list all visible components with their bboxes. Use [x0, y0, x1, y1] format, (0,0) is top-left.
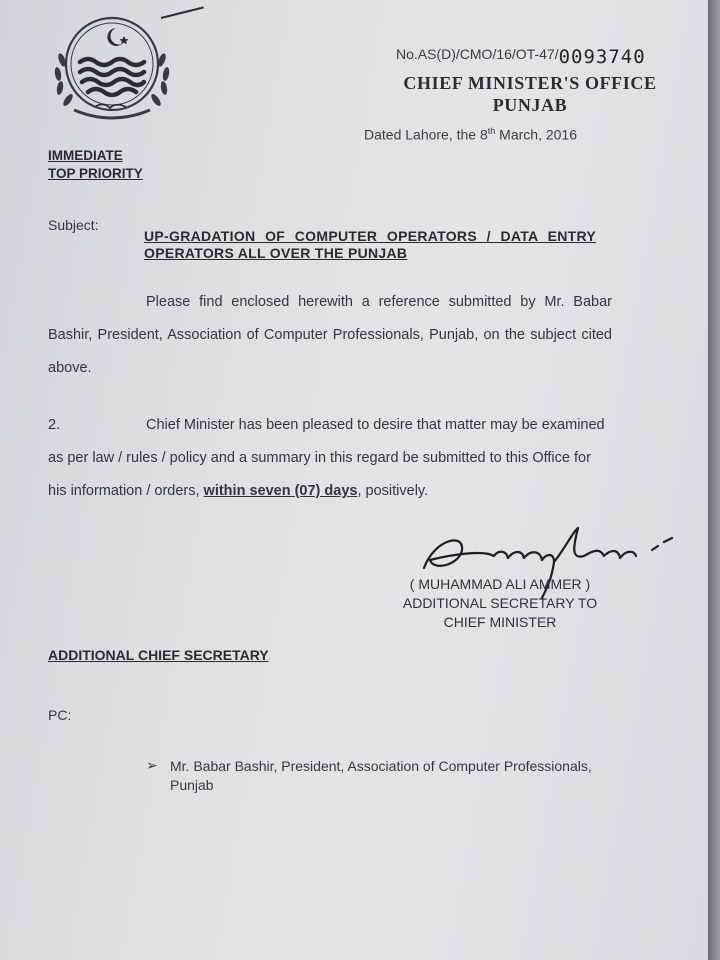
priority-marking: [48, 147, 143, 183]
priority-line-1: IMMEDIATE: [48, 148, 123, 163]
priority-line-2: TOP PRIORITY: [48, 166, 143, 181]
paragraph-2: 2. Chief Minister has been pleased to desire that matter may be examined as per law / rules / policy and a summary in this regard be submitted to this Office for his information / orders, within seven (07) days, positively.: [48, 409, 612, 508]
reference-number: No.AS(D)/CMO/16/OT-47/0093740: [396, 46, 646, 68]
subject-text: UP-GRADATION OF COMPUTER OPERATORS / DATA ENTRY OPERATORS ALL OVER THE PUNJAB: [144, 228, 596, 261]
signatory-block: [376, 575, 624, 632]
punjab-emblem-logo: [44, 14, 180, 126]
signatory-title-1: ADDITIONAL SECRETARY TO: [402, 595, 598, 611]
page-edge-shadow: [708, 0, 720, 960]
dated-line: Dated Lahore, the 8th March, 2016: [364, 126, 577, 143]
stamped-number: 0093740: [558, 46, 646, 68]
paragraph-number: 2.: [48, 417, 61, 433]
pc-label: PC:: [48, 707, 72, 723]
office-name: CHIEF MINISTER'S OFFICE: [403, 73, 657, 93]
ink-mark: [161, 6, 204, 19]
deadline-emphasis: within seven (07) days: [203, 483, 358, 499]
office-heading: [380, 72, 680, 116]
signatory-name: ( MUHAMMAD ALI AMMER ): [409, 576, 591, 592]
paragraph-1: Please find enclosed herewith a reference submitted by Mr. Babar Bashir, President, Association of Computer Professionals, Punjab, on the subject cited above.: [48, 294, 612, 376]
pc-recipient: Mr. Babar Bashir, President, Association of Computer Professionals, Punjab: [170, 758, 592, 793]
subject-label: Subject:: [48, 217, 99, 233]
arrow-bullet-icon: ➢: [146, 757, 158, 773]
office-province: PUNJAB: [492, 95, 568, 115]
signatory-title-2: CHIEF MINISTER: [443, 614, 557, 630]
addressee: ADDITIONAL CHIEF SECRETARY: [48, 647, 269, 663]
